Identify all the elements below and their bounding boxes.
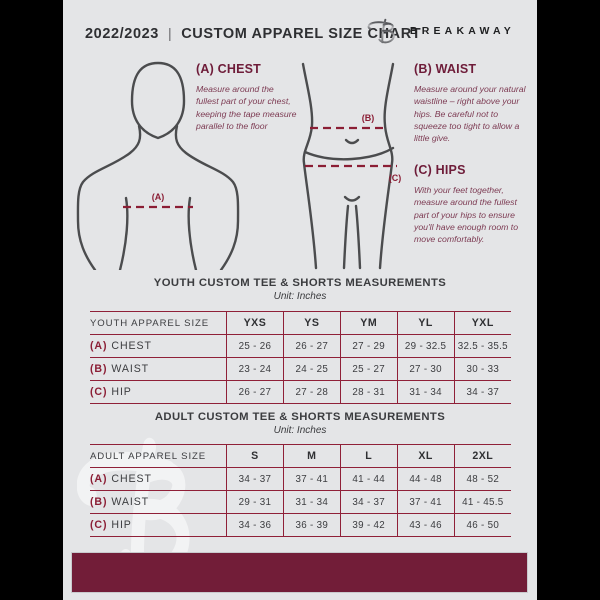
youth-table-unit: Unit: Inches (273, 291, 327, 302)
waist-instructions (414, 62, 527, 145)
measurement-value: 34 - 37 (340, 491, 397, 514)
row-label: HIP (111, 386, 132, 398)
measurement-label (90, 468, 227, 491)
size-column-header: L (340, 445, 397, 468)
size-column-header: YL (397, 312, 454, 335)
row-label: WAIST (111, 363, 150, 375)
row-marker: (A) (90, 473, 108, 485)
measurement-row (90, 468, 511, 491)
size-header-row (90, 312, 511, 335)
measurement-value: 31 - 34 (397, 381, 454, 404)
measurement-value: 48 - 52 (454, 468, 511, 491)
measurement-value: 30 - 33 (454, 358, 511, 381)
row-marker: (B) (90, 496, 108, 508)
chest-instructions (196, 62, 297, 132)
youth-size-table (90, 311, 511, 404)
measurement-value: 39 - 42 (340, 514, 397, 537)
left-inner-leg (344, 206, 348, 268)
label-column-header: ADULT APPAREL SIZE (90, 450, 207, 462)
measurement-row (90, 381, 511, 404)
measurement-value: 27 - 28 (283, 381, 340, 404)
measurement-value: 36 - 39 (283, 514, 340, 537)
measurement-value: 37 - 41 (283, 468, 340, 491)
hips-instructions (414, 163, 534, 246)
size-column-header: XL (397, 445, 454, 468)
measurement-value: 26 - 27 (227, 381, 284, 404)
size-column-header: M (283, 445, 340, 468)
navel-mark (346, 140, 358, 143)
measurement-value: 29 - 32.5 (397, 335, 454, 358)
adult-table-unit: Unit: Inches (273, 425, 327, 436)
size-column-header: S (227, 445, 284, 468)
measurement-value: 34 - 37 (454, 381, 511, 404)
hips-body-text: With your feet together, measure around the fullest part of your hips to ensure you'll have enough room to move comfortably. (414, 185, 519, 245)
adult-size-table (90, 444, 511, 537)
season-year: 2022/2023 (85, 26, 159, 42)
measurement-value: 41 - 44 (340, 468, 397, 491)
row-marker: (C) (90, 519, 108, 531)
size-column-header: YXL (454, 312, 511, 335)
size-column-header: YXS (227, 312, 284, 335)
size-column-header: YM (340, 312, 397, 335)
right-inner-leg (356, 206, 360, 268)
measurement-row (90, 358, 511, 381)
row-label: HIP (111, 519, 132, 531)
measurement-value: 32.5 - 35.5 (454, 335, 511, 358)
measurement-value: 29 - 31 (227, 491, 284, 514)
measurement-label (90, 358, 227, 381)
measurement-value: 24 - 25 (283, 358, 340, 381)
row-label: CHEST (111, 340, 152, 352)
row-label: CHEST (111, 473, 152, 485)
measurement-value: 27 - 30 (397, 358, 454, 381)
breakaway-logo-icon (367, 15, 403, 47)
chest-marker-label: (A) (151, 192, 165, 202)
hips-marker-label: (C) (388, 173, 402, 183)
waist-body-text: Measure around your natural waistline – right above your hips. Be careful not to squeeze too tight to allow a little give. (414, 84, 526, 144)
youth-table-title: YOUTH CUSTOM TEE & SHORTS MEASUREMENTS (153, 277, 447, 289)
waist-marker-label: (B) (361, 113, 375, 123)
waist-heading: (B) WAIST (414, 62, 477, 76)
measurement-value: 25 - 26 (227, 335, 284, 358)
measurement-value: 43 - 46 (397, 514, 454, 537)
lower-body-diagram (285, 56, 415, 270)
hip-curve (305, 148, 393, 159)
measurement-value: 25 - 27 (340, 358, 397, 381)
size-column-header: YS (283, 312, 340, 335)
measurement-value: 26 - 27 (283, 335, 340, 358)
measurement-value: 34 - 37 (227, 468, 284, 491)
measurement-row (90, 491, 511, 514)
chest-heading: (A) CHEST (196, 62, 261, 76)
measurement-value: 28 - 31 (340, 381, 397, 404)
footer-accent-bar (72, 553, 527, 592)
measurement-value: 27 - 29 (340, 335, 397, 358)
hips-heading: (C) HIPS (414, 163, 466, 177)
measurement-label (90, 491, 227, 514)
chart-title: CUSTOM APPAREL SIZE CHART (181, 26, 422, 42)
left-armpit-line (120, 198, 127, 270)
title-separator: | (167, 25, 173, 41)
size-column-header: 2XL (454, 445, 511, 468)
row-marker: (B) (90, 363, 108, 375)
measurement-value: 31 - 34 (283, 491, 340, 514)
size-header-row (90, 445, 511, 468)
row-marker: (C) (90, 386, 108, 398)
brand-lockup (367, 15, 515, 47)
label-column-header: YOUTH APPAREL SIZE (90, 317, 210, 329)
measurement-value: 34 - 36 (227, 514, 284, 537)
right-shoulder-arm (176, 126, 238, 270)
size-chart-document (63, 0, 537, 600)
row-marker: (A) (90, 340, 108, 352)
measurement-value: 41 - 45.5 (454, 491, 511, 514)
measurement-row (90, 514, 511, 537)
row-label: WAIST (111, 496, 150, 508)
adult-table-title: ADULT CUSTOM TEE & SHORTS MEASUREMENTS (154, 411, 446, 423)
left-shoulder-arm (78, 126, 140, 270)
measurement-value: 46 - 50 (454, 514, 511, 537)
brand-name: BREAKAWAY (409, 25, 515, 37)
measurement-row (90, 335, 511, 358)
chest-body-text: Measure around the fullest part of your chest, keeping the tape measure parallel to the floor (196, 84, 297, 132)
right-armpit-line (189, 198, 196, 270)
measurement-value: 23 - 24 (227, 358, 284, 381)
measurement-value: 37 - 41 (397, 491, 454, 514)
measurement-value: 44 - 48 (397, 468, 454, 491)
measurement-label (90, 381, 227, 404)
measurement-label (90, 335, 227, 358)
measurement-label (90, 514, 227, 537)
crotch-curve (345, 197, 359, 201)
